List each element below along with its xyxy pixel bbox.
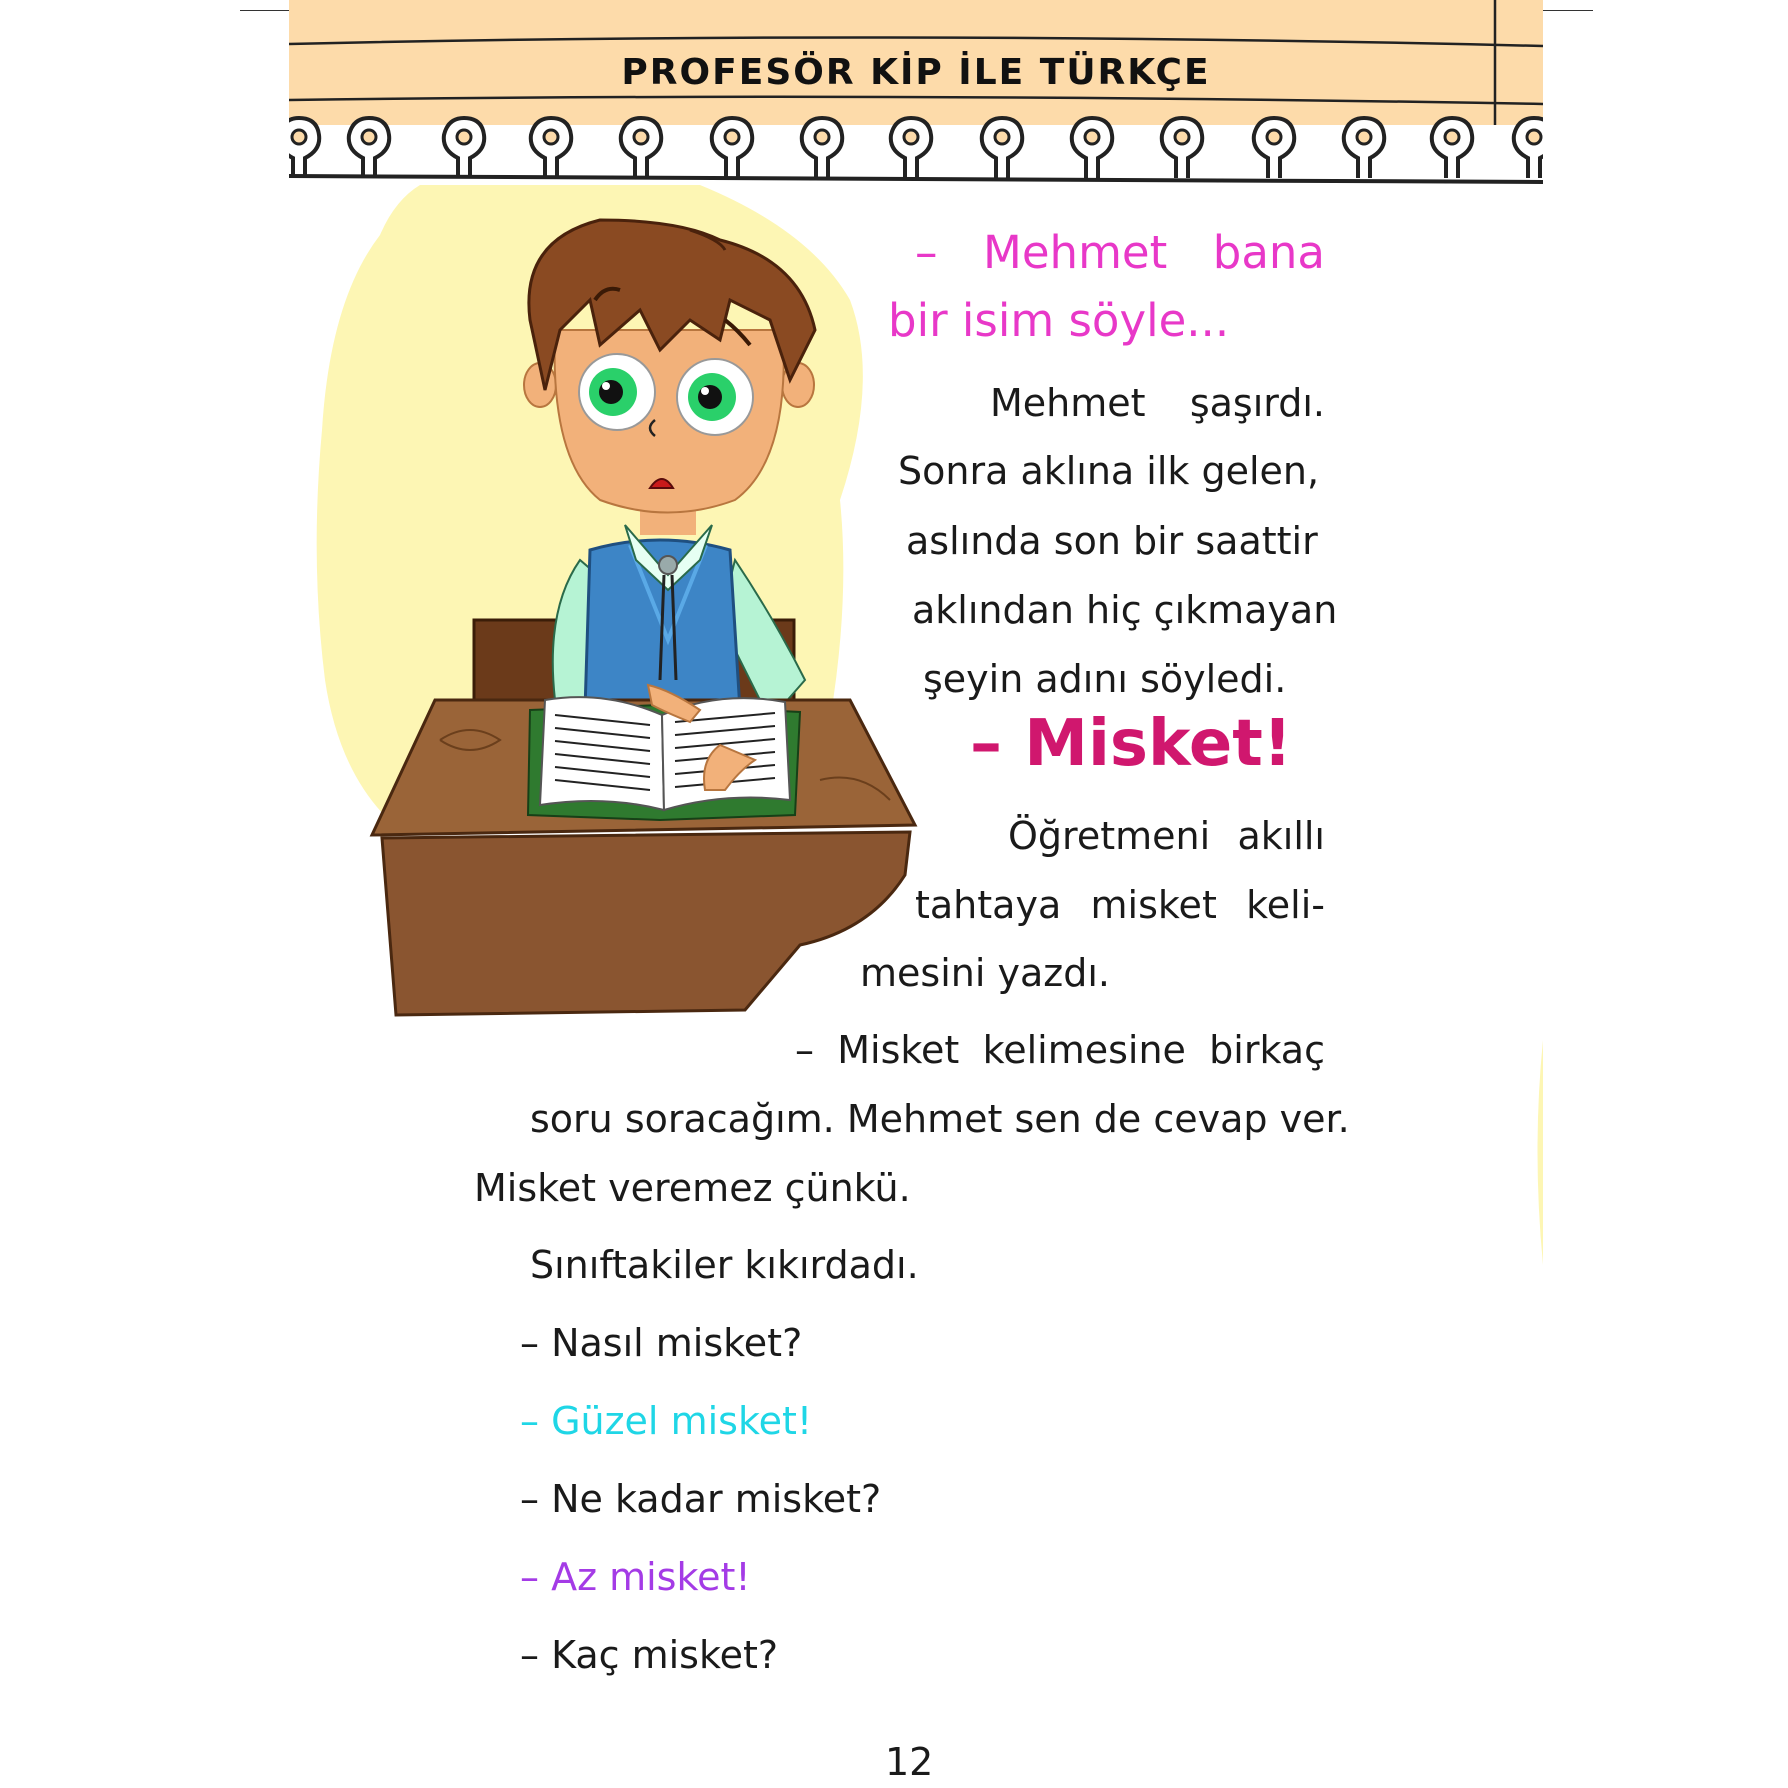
question-line: – Ne kadar misket? xyxy=(520,1477,882,1521)
paragraph-line: Öğretmeni akıllı xyxy=(1008,814,1325,858)
desk-body xyxy=(382,832,910,1015)
answer-line: – Güzel misket! xyxy=(520,1399,813,1443)
header-title: PROFESÖR KİP İLE TÜRKÇE xyxy=(621,52,1211,93)
paragraph-line: şeyin adını söyledi. xyxy=(923,657,1287,701)
paragraph-line: Mehmet şaşırdı. xyxy=(990,381,1325,425)
question-line: – Kaç misket? xyxy=(520,1633,779,1677)
paragraph-line: Sonra aklına ilk gelen, xyxy=(898,449,1320,493)
exclamation-misket: – Misket! xyxy=(970,707,1293,781)
page-number: 12 xyxy=(885,1740,934,1784)
paragraph-line: mesini yazdı. xyxy=(860,951,1110,995)
dialog-teacher-line2: bir isim söyle... xyxy=(888,294,1230,347)
paragraph-line: soru soracağım. Mehmet sen de cevap ver. xyxy=(530,1097,1350,1141)
paragraph-line: tahtaya misket keli- xyxy=(915,883,1325,927)
paragraph-line: Misket veremez çünkü. xyxy=(474,1166,911,1210)
paragraph-line: Sınıftakiler kıkırdadı. xyxy=(530,1243,919,1287)
paragraph-line: aslında son bir saattir xyxy=(906,519,1318,563)
question-line: – Nasıl misket? xyxy=(520,1321,803,1365)
paragraph-line: aklından hiç çıkmayan xyxy=(912,588,1338,632)
paragraph-line: – Misket kelimesine birkaç xyxy=(795,1028,1325,1072)
answer-line: – Az misket! xyxy=(520,1555,751,1599)
dialog-teacher-line1: – Mehmet bana xyxy=(915,226,1325,279)
